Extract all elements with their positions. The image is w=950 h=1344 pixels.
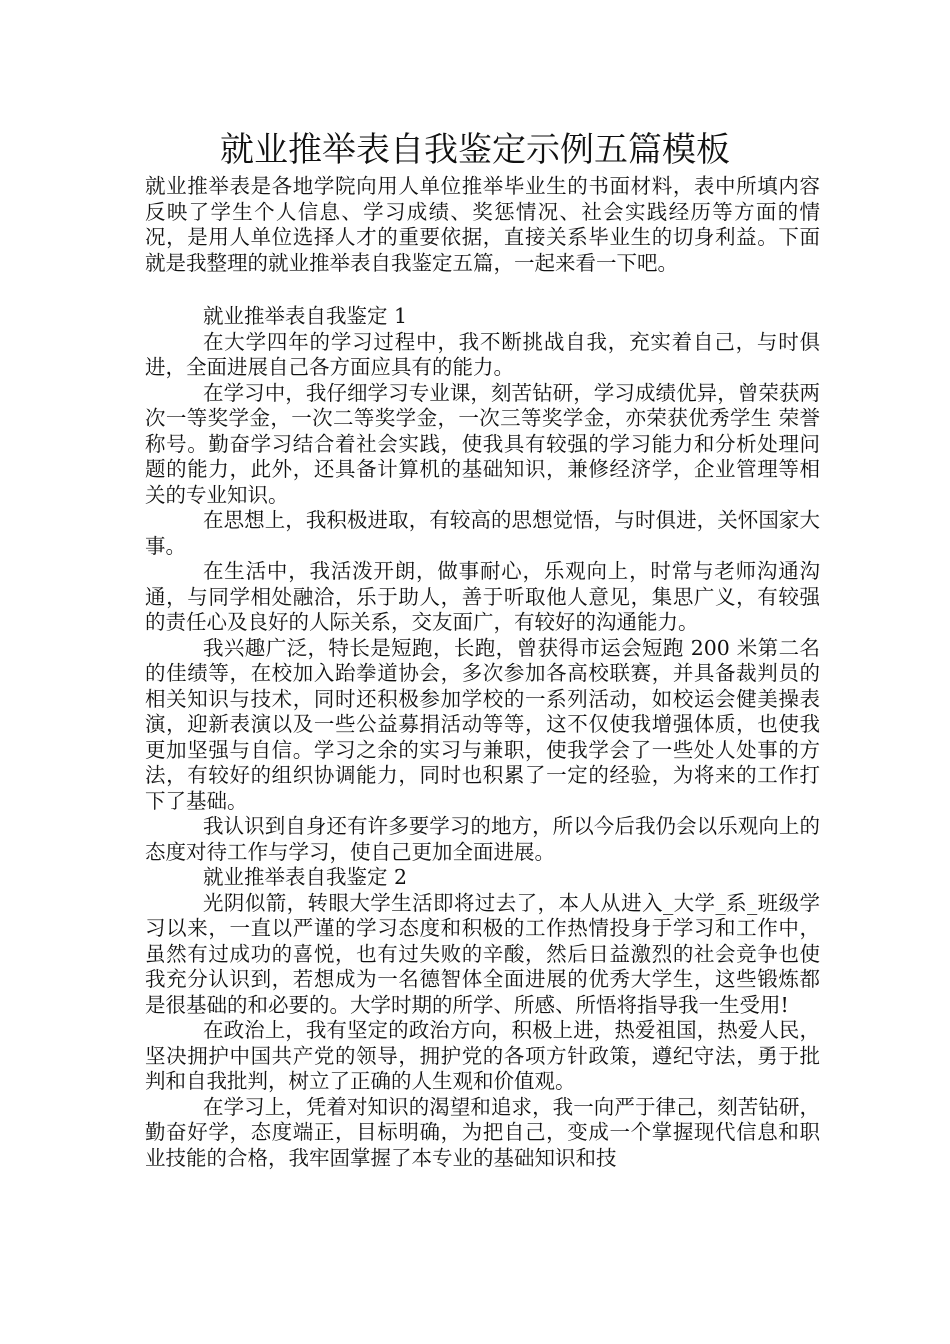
- section-1-paragraph: 我兴趣广泛，特长是短跑，长跑，曾获得市运会短跑 200 米第二名的佳绩等，在校加入跆拳道协会，多次参加各高校联赛，并具备裁判员的相关知识与技术，同时还积极参加学校的一系列活动，如校运会健美操表演，迎新表演以及一些公益募捐活动等等，这不仅使我增强体质，也使我更加坚强与自信。学习之余的实习与兼职，使我学会了一些处人处事的方法，有较好的组织协调能力，同时也积累了一定的经验，为将来的工作打下了基础。: [145, 635, 820, 813]
- section-1-paragraph: 在学习中，我仔细学习专业课，刻苦钻研，学习成绩优异，曾荣获两次一等奖学金，一次二等奖学金，一次三等奖学金，亦荣获优秀学生 荣誉称号。勤奋学习结合着社会实践，使我具有较强的学习能力和分析处理问题的能力，此外，还具备计算机的基础知识，兼修经济学，企业管理等相关的专业知识。: [145, 380, 820, 507]
- intro-paragraph: 就业推举表是各地学院向用人单位推举毕业生的书面材料，表中所填内容反映了学生个人信息、学习成绩、奖惩情况、社会实践经历等方面的情况，是用人单位选择人才的重要依据，直接关系毕业生的切身利益。下面就是我整理的就业推举表自我鉴定五篇，一起来看一下吧。: [145, 174, 820, 275]
- section-1-paragraph: 在大学四年的学习过程中，我不断挑战自我，充实着自己，与时俱进，全面进展自己各方面应具有的能力。: [145, 329, 820, 379]
- section-1-paragraph: 在思想上，我积极进取，有较高的思想觉悟，与时俱进，关怀国家大事。: [145, 508, 820, 558]
- section-2-paragraph: 光阴似箭，转眼大学生活即将过去了，本人从进入_大学_系_班级学习以来，一直以严谨的学习态度和积极的工作热情投身于学习和工作中，虽然有过成功的喜悦，也有过失败的辛酸，然后日益激烈的社会竞争也使我充分认识到，若想成为一名德智体全面进展的优秀大学生，这些锻炼都是很基础的和必要的。大学时期的所学、所感、所悟将指导我一生受用!: [145, 890, 820, 1017]
- section-2-heading: 就业推举表自我鉴定 2: [203, 865, 408, 889]
- section-1-heading: 就业推举表自我鉴定 1: [203, 304, 408, 328]
- section-1-paragraph: 在生活中，我活泼开朗，做事耐心，乐观向上，时常与老师沟通沟通，与同学相处融洽，乐于助人，善于听取他人意见，集思广义，有较强的责任心及良好的人际关系，交友面广，有较好的沟通能力。: [145, 559, 820, 634]
- section-2-paragraph: 在学习上，凭着对知识的渴望和追求，我一向严于律己，刻苦钻研，勤奋好学，态度端正，目标明确，为把自己，变成一个掌握现代信息和职业技能的合格，我牢固掌握了本专业的基础知识和技: [145, 1094, 820, 1170]
- section-2-paragraph: 在政治上，我有坚定的政治方向，积极上进，热爱祖国，热爱人民，坚决拥护中国共产党的领导，拥护党的各项方针政策，遵纪守法，勇于批判和自我批判，树立了正确的人生观和价值观。: [145, 1018, 820, 1093]
- paragraph-gap: [145, 276, 820, 304]
- section-1-paragraph: 我认识到自身还有许多要学习的地方，所以今后我仍会以乐观向上的态度对待工作与学习，使自己更加全面进展。: [145, 814, 820, 864]
- document-body: [145, 174, 820, 1171]
- document-title: 就业推举表自我鉴定示例五篇模板: [220, 130, 730, 170]
